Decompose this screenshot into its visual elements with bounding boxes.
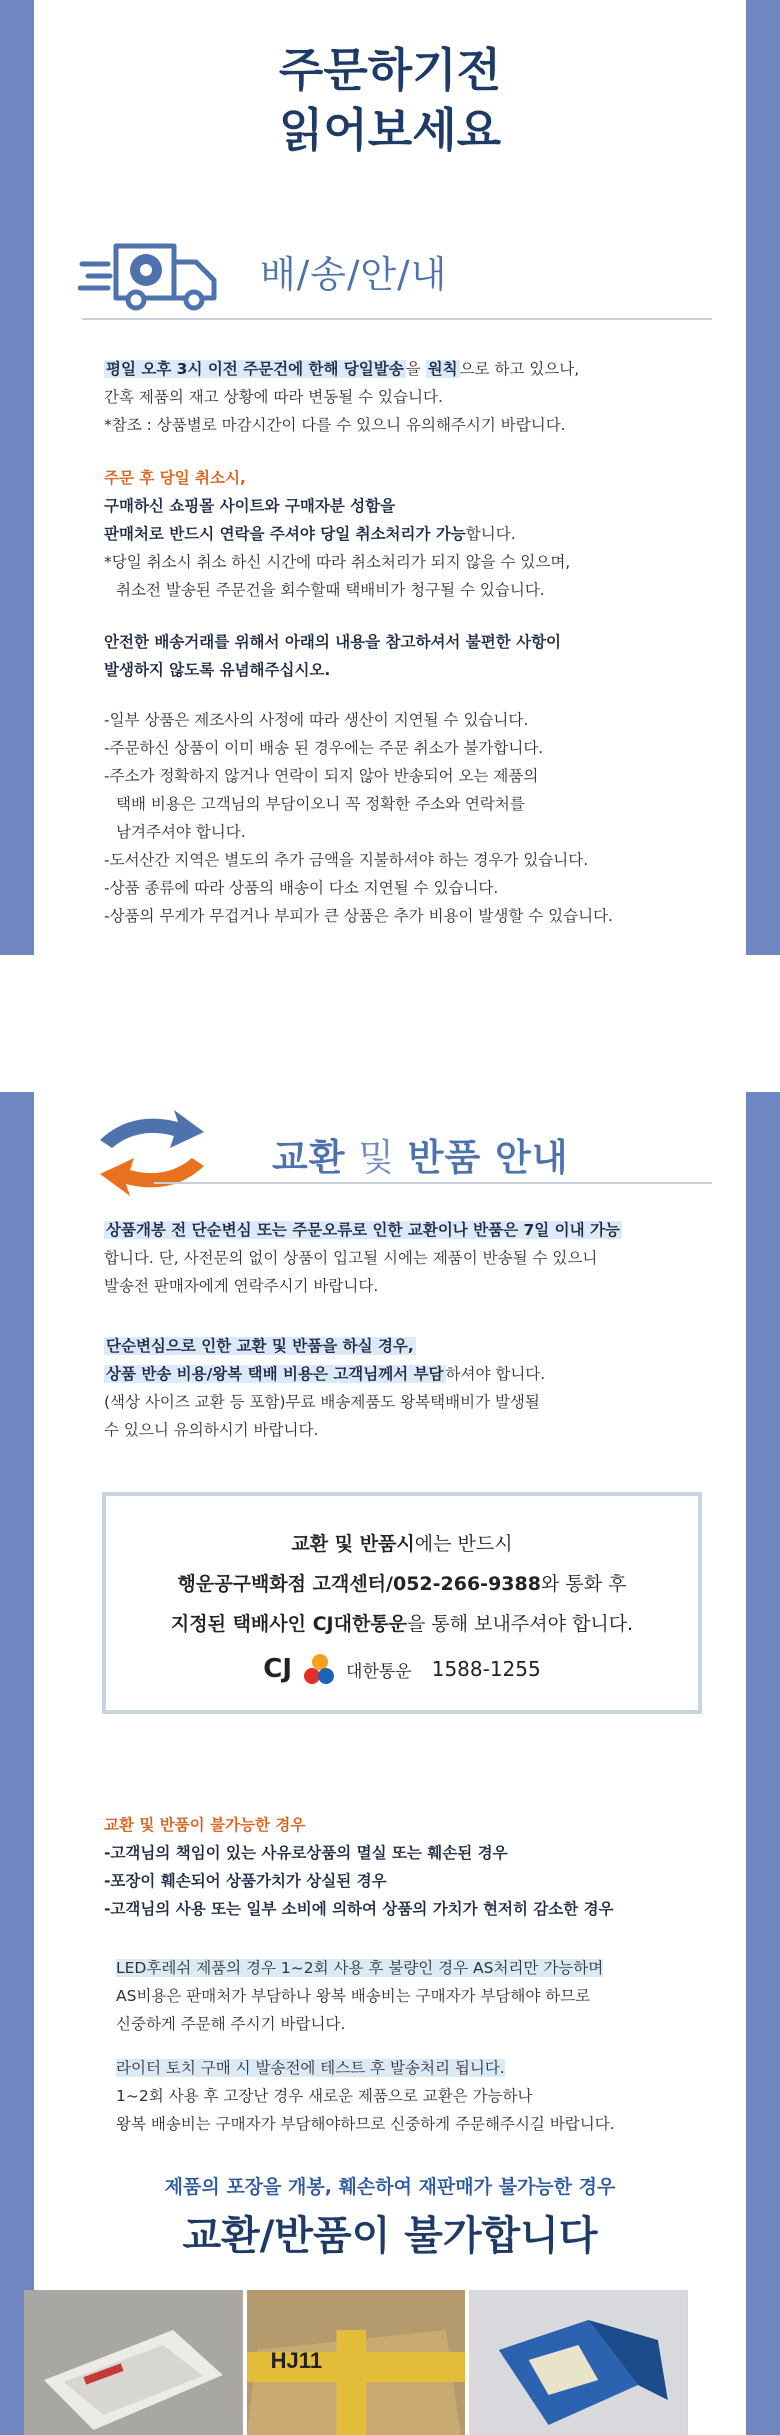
photo-product-box [469, 2290, 688, 2435]
list-item: -일부 상품은 제조사의 사정에 따라 생산이 지연될 수 있습니다. [104, 711, 529, 729]
list-item: -도서산간 지역은 별도의 추가 금액을 지불하셔야 하는 경우가 있습니다. [104, 851, 589, 869]
list-item: 남겨주셔야 합니다. [116, 823, 246, 841]
return-cost-text: 단순변심으로 인한 교환 및 반품을 하실 경우, 상품 반송 비용/왕복 택배 비용은 고객님께서 부담 하셔야 합니다. (색상 사이즈 교환 등 포함)무료 배송제품도 왕복택배비가 발생될 수 있으니 유의하시기 바랍니다. [104, 1337, 546, 1439]
cj-logo-icon [302, 1652, 336, 1686]
right-side-band [746, 1092, 780, 2435]
exchange-heading [92, 1104, 569, 1204]
led-notice-text: LED후레쉬 제품의 경우 1~2회 사용 후 불량인 경우 AS처리만 가능하며 AS비용은 판매처가 부담하나 왕복 배송비는 구매자가 부담해야 하므로 신중하게 주문해 주시기 바랍니다. [116, 1959, 604, 2033]
list-item: 택배 비용은 고객님의 부담이오니 꼭 정확한 주소와 연락처를 [116, 795, 525, 813]
list-item: -상품 종류에 따라 상품의 배송이 다소 지연될 수 있습니다. [104, 879, 499, 897]
exchange-arrows-icon [92, 1104, 212, 1204]
divider [154, 1182, 712, 1184]
list-item: -고객님의 책임이 있는 사유로상품의 멸실 또는 훼손된 경우 [104, 1844, 508, 1862]
final-subtitle: 제품의 포장을 개봉, 훼손하여 재판매가 불가능한 경우 [164, 2176, 616, 2198]
shipping-panel [34, 0, 746, 955]
safe-shipping-text: 안전한 배송거래를 위해서 아래의 내용을 참고하셔서 불편한 사항이 발생하지 않도록 유념해주십시오. [104, 633, 562, 679]
shipping-heading [78, 228, 447, 314]
list-item: -상품의 무게가 무겁거나 부피가 큰 상품은 추가 비용이 발생할 수 있습니다. [104, 907, 613, 925]
photo-opened-bag [24, 2290, 243, 2435]
product-box-image [469, 2290, 688, 2435]
cj-brand-text: CJ [263, 1654, 293, 1684]
shipping-notes-list [104, 706, 714, 930]
list-item: -주소가 정확하지 않거나 연락이 되지 않아 반송되어 오는 제품의 [104, 767, 539, 785]
shipping-heading-text: 배/송/안/내 [260, 253, 448, 296]
list-item: -고객님의 사용 또는 일부 소비에 의하여 상품의 가치가 현저히 감소한 경우 [104, 1900, 614, 1918]
box-label-text: HJ11 [270, 2348, 323, 2373]
non-returnable-cases: 교환 및 반품이 불가능한 경우 -고객님의 책임이 있는 사유로상품의 멸실 또는 훼손된 경우 -포장이 훼손되어 상품가치가 상실된 경우 -고객님의 사용 또는 일부 소비에 의하여 상품의 가치가 현저히 감소한 경우 [104, 1811, 714, 1923]
cj-name-text: 대한통운 [346, 1661, 412, 1682]
cj-logo-row [106, 1652, 698, 1686]
opened-bag-image [24, 2290, 243, 2435]
page-title: 주문하기전 읽어보세요 [278, 43, 502, 157]
exchange-panel [34, 1092, 746, 2435]
lighter-notice-text: 라이터 토치 구매 시 발송전에 테스트 후 발송처리 됩니다. 1~2회 사용 후 고장난 경우 새로운 제품으로 교환은 가능하나 왕복 배송비는 구매자가 부담해야하므로 신중하게 주문해주시길 바랍니다. [116, 2059, 615, 2133]
final-title: 교환/반품이 불가합니다 [182, 2213, 598, 2259]
delivery-truck-icon [78, 228, 228, 314]
same-day-shipping-text: 평일 오후 3시 이전 주문건에 한해 당일발송 을 원칙 으로 하고 있으나, 간혹 제품의 재고 상황에 따라 변동될 수 있습니다. *참조 : 상품별로 마감시간이 다를 수 있으니 유의해주시기 바랍니다. [104, 360, 580, 434]
cancel-info-text: 주문 후 당일 취소시, 구매하신 쇼핑몰 사이트와 구매자분 성함을 판매처로 반드시 연락을 주셔야 당일 취소처리가 가능합니다. *당일 취소시 취소 하신 시간에 따라 취소처리가 되지 않을 수 있으며, 취소전 발송된 주문건을 회수할때 택배비가 청구될 수 있습니다. [104, 469, 571, 599]
contact-box: 교환 및 반품시에는 반드시 행운공구백화점 고객센터/052-266-9388와 통화 후 지정된 택배사인 CJ대한통운을 통해 보내주셔야 합니다. CJ 대한통운 1588-1255 [102, 1492, 702, 1714]
list-item: -포장이 훼손되어 상품가치가 상실된 경우 [104, 1872, 387, 1890]
left-side-band [0, 1092, 34, 2435]
return-period-text: 상품개봉 전 단순변심 또는 주문오류로 인한 교환이나 반품은 7일 이내 가능 합니다. 단, 사전문의 없이 상품이 입고될 시에는 제품이 반송될 수 있으니 발송전 판매자에게 연락주시기 바랍니다. [104, 1221, 620, 1295]
right-side-band [746, 0, 780, 955]
photo-taped-box [247, 2290, 466, 2435]
left-side-band [0, 0, 34, 955]
exchange-heading-text: 교환 및 반품 안내 [272, 1136, 569, 1179]
cj-phone-text: 1588-1255 [431, 1657, 541, 1681]
list-item: -주문하신 상품이 이미 배송 된 경우에는 주문 취소가 불가합니다. [104, 739, 544, 757]
damaged-package-photos [24, 2290, 688, 2435]
divider [82, 318, 712, 320]
